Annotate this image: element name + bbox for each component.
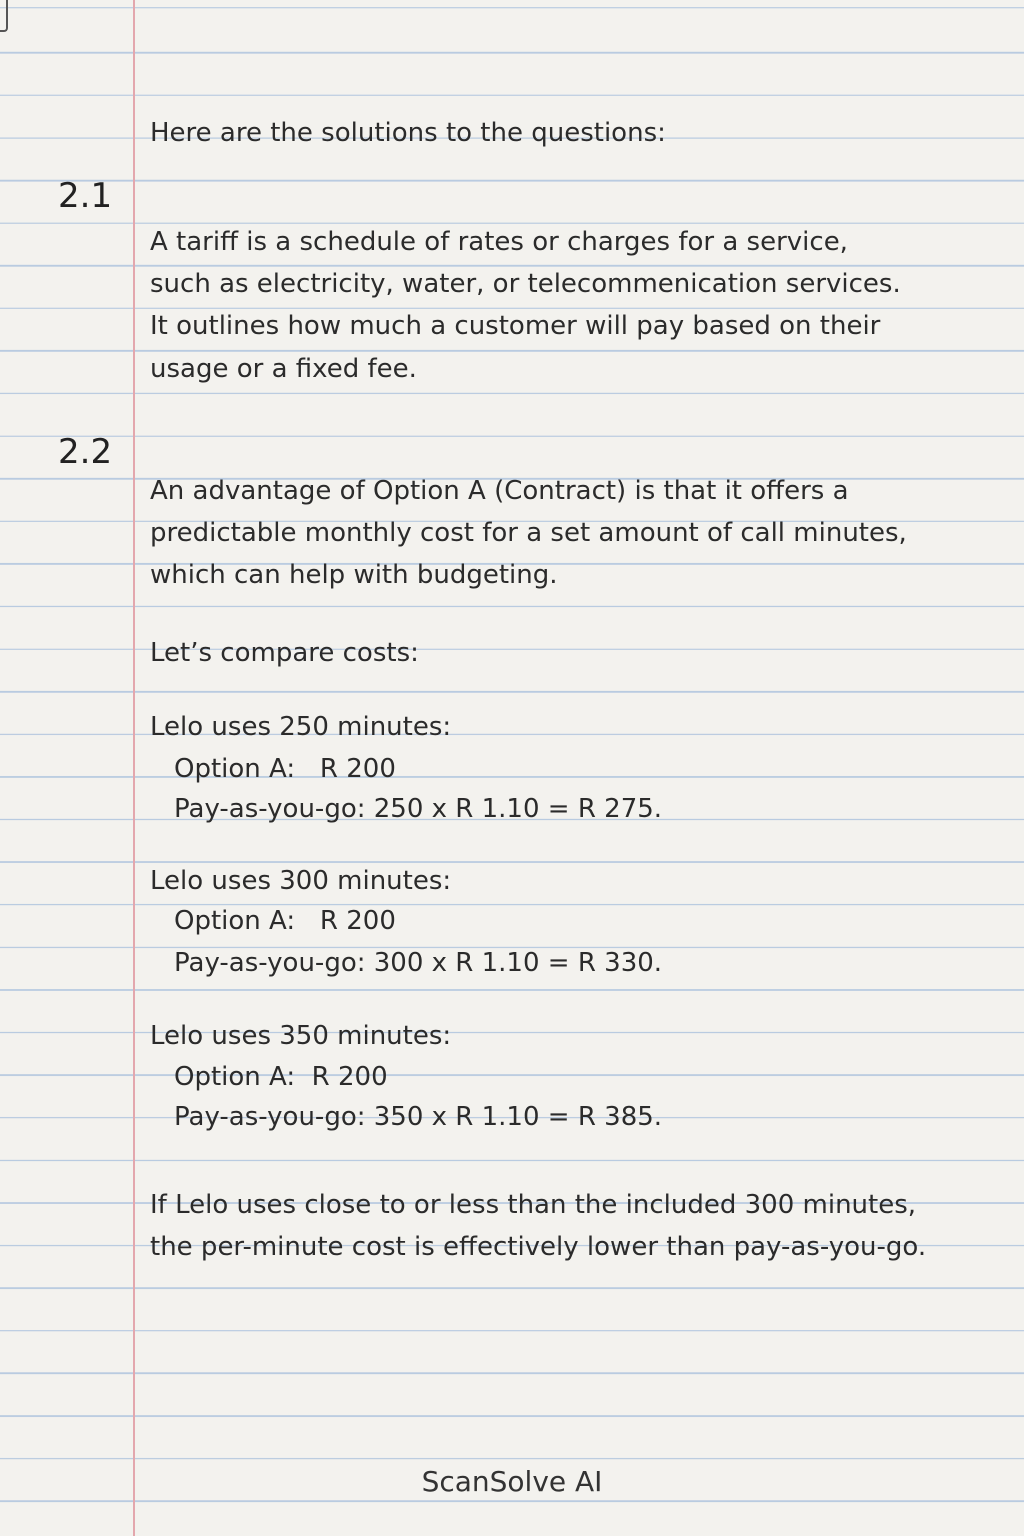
intro-text: Here are the solutions to the questions: (150, 118, 666, 148)
footer-brand: ScanSolve AI (421, 1465, 603, 1498)
conclusion-line-1: If Lelo uses close to or less than the included 300 minutes, (150, 1190, 917, 1220)
scenario-300-option-a: Option A: R 200 (174, 906, 396, 936)
tariff-definition-line-2: such as electricity, water, or telecommenication services. (150, 269, 901, 299)
tariff-definition-line-3: It outlines how much a customer will pay based on their (150, 311, 881, 341)
advantage-line-1: An advantage of Option A (Contract) is that it offers a (150, 476, 849, 506)
conclusion-line-2: the per-minute cost is effectively lower than pay-as-you-go. (150, 1232, 927, 1262)
scenario-250-payg: Pay-as-you-go: 250 x R 1.10 = R 275. (174, 794, 663, 824)
advantage-line-3: which can help with budgeting. (150, 560, 558, 590)
question-number-2-1: 2.1 (58, 176, 113, 216)
scenario-350-payg: Pay-as-you-go: 350 x R 1.10 = R 385. (174, 1102, 663, 1132)
scenario-250-option-a: Option A: R 200 (174, 754, 396, 784)
tariff-definition-line-4: usage or a fixed fee. (150, 354, 417, 384)
scenario-300-heading: Lelo uses 300 minutes: (150, 866, 452, 896)
compare-heading: Let’s compare costs: (150, 638, 419, 668)
corner-mark (0, 0, 8, 32)
advantage-line-2: predictable monthly cost for a set amount of call minutes, (150, 518, 907, 548)
scenario-350-heading: Lelo uses 350 minutes: (150, 1021, 452, 1051)
scenario-350-option-a: Option A: R 200 (174, 1062, 388, 1092)
margin-line (133, 0, 135, 1536)
scenario-250-heading: Lelo uses 250 minutes: (150, 712, 452, 742)
tariff-definition-line-1: A tariff is a schedule of rates or charges for a service, (150, 227, 848, 257)
question-number-2-2: 2.2 (58, 432, 113, 472)
scenario-300-payg: Pay-as-you-go: 300 x R 1.10 = R 330. (174, 948, 663, 978)
